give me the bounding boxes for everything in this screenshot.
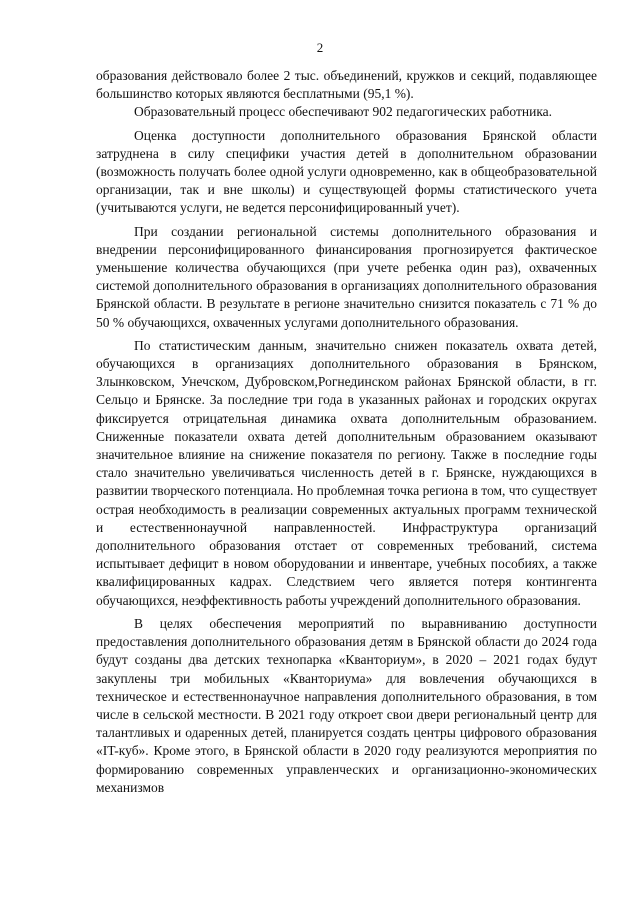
paragraph-statistics: По статистическим данным, значительно снижен показатель охвата детей, обучающихся в организациях дополнительного образования в Брянском, Злынковском, Унечском, Дубровском,Рогнединском районах Брянской области, в гг. Сельцо и Брянске. За последние три года в указанных районах и городских округах фиксируется отрицательная динамика охвата дополнительным образованием. Сниженные показатели охвата детей дополнительным образованием оказывают значительное влияние на снижение показателя по региону. Также в последние годы стало значительно увеличиваться численность детей в г. Брянске, нуждающихся в развитии творческого потенциала. Но проблемная точка региона в том, что существует острая необходимость в реализации современных актуальных программ технической и естественнонаучной направленностей. Инфраструктура организаций дополнительного образования отстает от современных требований, система испытывает дефицит в новом оборудовании и инвентаре, учебных пособиях, а также квалифицированных кадрах. Следствием чего является потеря контингента обучающихся, неэффективность работы учреждений дополнительного образования. bbox=[96, 337, 597, 608]
paragraph-accessibility-assessment: Оценка доступности дополнительного образования Брянской области затруднена в силу специфики участия детей в дополнительном образовании (возможность получать более одной услуги одновременно, как в общеобразовательной организации, так и вне школы) и существующей формы статистического учета (учитываются услуги, не ведется персонифицированный учет). bbox=[96, 127, 597, 216]
paragraph-regional-system: При создании региональной системы дополнительного образования и внедрении персонифицированного финансирования прогнозируется фактическое уменьшение количества обучающихся (при учете ребенка один раз), охваченных системой дополнительного образования в организациях дополнительного образования Брянской области. В результате в регионе значительно снизится показатель с 71 % до 50 % обучающихся, охваченных услугами дополнительного образования. bbox=[96, 223, 597, 330]
paragraph-staff: Образовательный процесс обеспечивают 902 педагогических работника. bbox=[134, 104, 553, 120]
page-number: 2 bbox=[316, 40, 324, 55]
document-body bbox=[96, 67, 597, 797]
paragraph-continuation: образования действовало более 2 тыс. объединений, кружков и секций, подавляющее большинство которых являются бесплатными (95,1 %). bbox=[96, 68, 597, 102]
paragraph-measures: В целях обеспечения мероприятий по выравниванию доступности предоставления дополнительного образования детям в Брянской области до 2024 года будут созданы два детских технопарка «Кванториум», в 2020 – 2021 годах будут закуплены три мобильных «Кванториума» для вовлечения обучающихся в техническое и естественнонаучное направления дополнительного образования, в том числе в сельской местности. В 2021 году откроет свои двери региональный центр для талантливых и одаренных детей, планируется создать центры цифрового образования «IT-куб». Кроме этого, в Брянской области в 2020 году реализуются мероприятия по формированию современных управленческих и организационно-экономических механизмов bbox=[96, 615, 597, 795]
